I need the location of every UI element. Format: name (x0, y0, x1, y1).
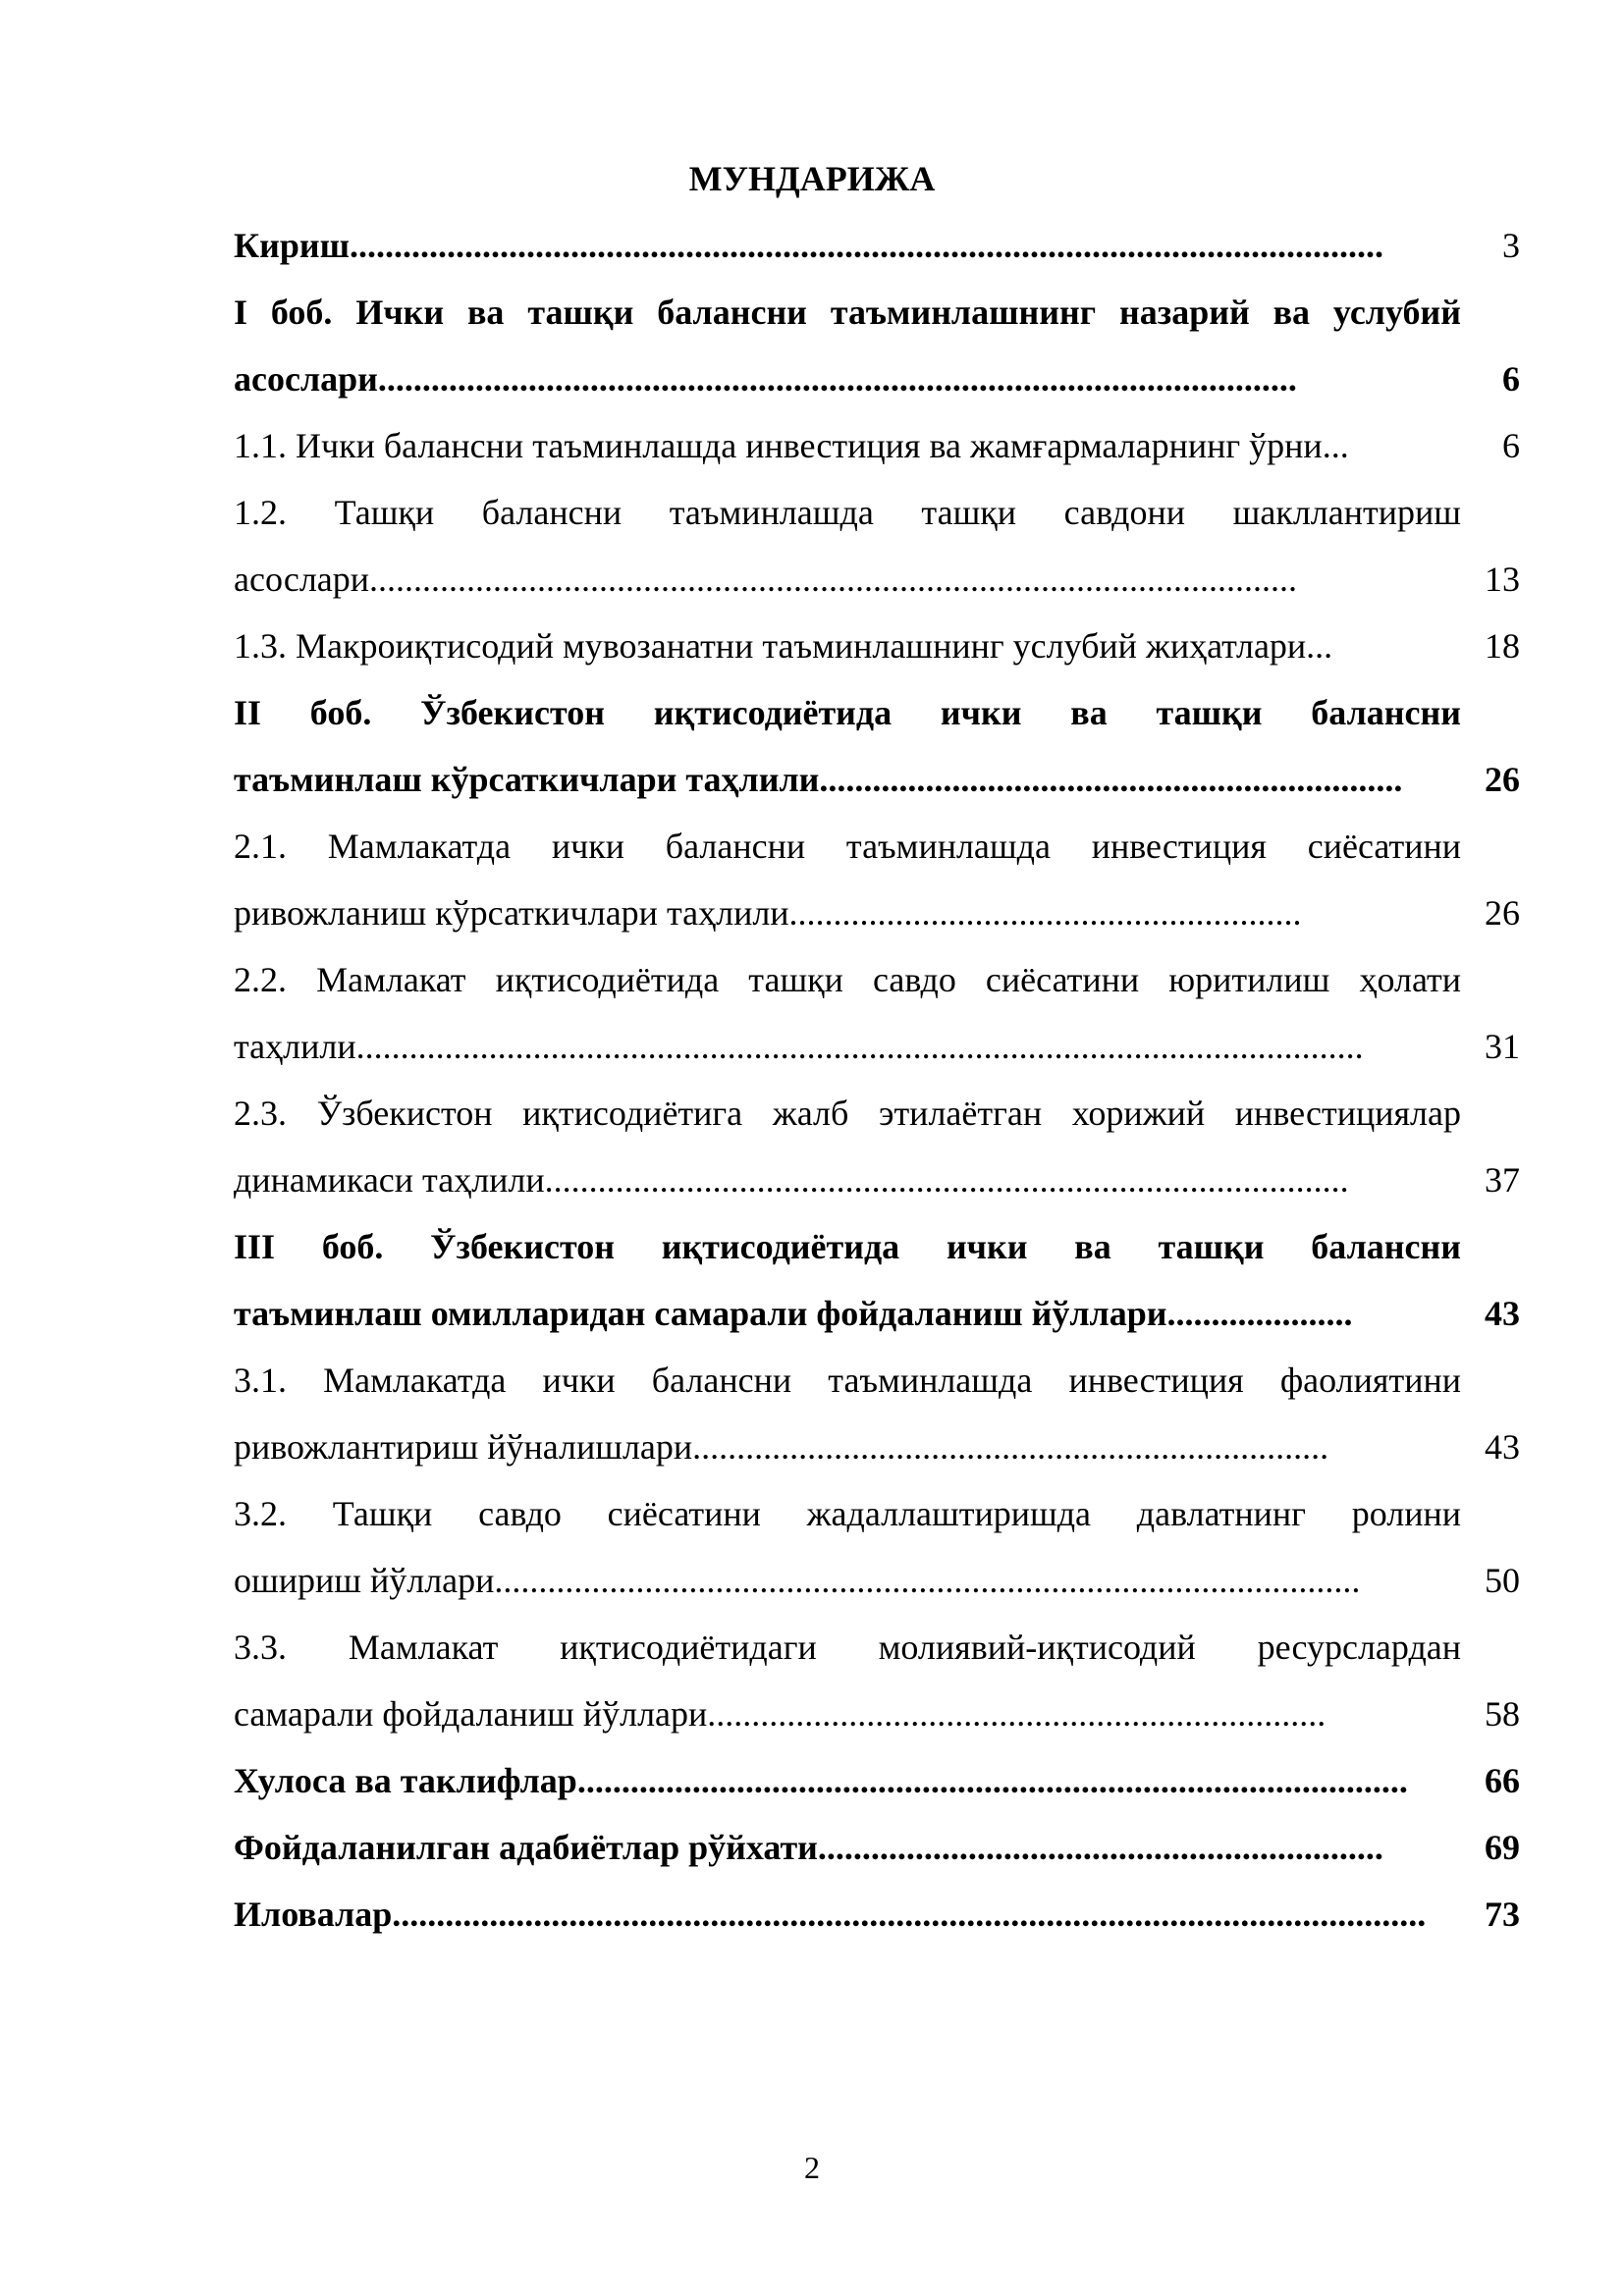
toc-entry-text: 1.1. Ички балансни таъминлашда инвестиция ва жамғармаларнинг ўрни... (234, 426, 1349, 465)
toc-entry (234, 479, 1520, 546)
toc-entry-text: Хулоса ва таклифлар.............................................................................................. (234, 1761, 1408, 1800)
toc-entry-text: Кириш..................................................................................................................... (234, 226, 1384, 265)
toc-entry-page: 6 (1502, 359, 1520, 399)
toc-entry-text: динамикаси таҳлили........................................................................................... (234, 1160, 1349, 1200)
toc-entry-text: асослари........................................................................................................ (234, 359, 1297, 399)
toc-entry-page: 50 (1485, 1561, 1520, 1600)
toc-entry (234, 1347, 1520, 1414)
page-number: 2 (804, 2150, 820, 2185)
toc-entry-page: 58 (1485, 1694, 1520, 1734)
toc-entry-text: самарали фойдаланиш йўллари...................................................................... (234, 1694, 1326, 1734)
toc-entry (234, 1614, 1520, 1681)
toc-entry-page: 6 (1502, 426, 1520, 465)
toc-entry (234, 1681, 1520, 1747)
toc-entry-text: 1.2. Ташқи балансни таъминлашда ташқи савдони шакллантириш (234, 493, 1461, 532)
toc-entry-text: 2.3. Ўзбекистон иқтисодиётига жалб этилаётган хорижий инвестициялар (234, 1094, 1461, 1133)
toc-entry (234, 1747, 1520, 1814)
toc-entry (234, 1013, 1520, 1080)
toc-entry (234, 279, 1520, 346)
toc-entry (234, 546, 1520, 613)
toc-entry-page: 26 (1485, 760, 1520, 799)
toc-entry (234, 412, 1520, 479)
toc-entry (234, 1280, 1520, 1347)
toc-entry (234, 1480, 1520, 1547)
toc-entry-text: Иловалар..................................................................................................................... (234, 1895, 1427, 1934)
toc-entry-page: 73 (1485, 1895, 1520, 1934)
toc-entry-page: 66 (1485, 1761, 1520, 1800)
toc-entry-text: Фойдаланилган адабиётлар рўйхати................................................................ (234, 1828, 1383, 1867)
toc-entry-text: ошириш йўллари.................................................................................................. (234, 1561, 1361, 1600)
toc-entry (234, 679, 1520, 746)
toc-entry (234, 346, 1520, 412)
toc-entry-text: таъминлаш кўрсаткичлари таҳлили.................................................................. (234, 760, 1403, 799)
toc-entry-text: асослари......................................................................................................... (234, 560, 1298, 599)
toc-entry-page: 31 (1485, 1027, 1520, 1066)
toc-entry-text: 2.2. Мамлакат иқтисодиётида ташқи савдо сиёсатини юритилиш ҳолати (234, 960, 1461, 999)
toc-entry (234, 946, 1520, 1013)
toc-entry-page: 26 (1485, 893, 1520, 933)
page-title: МУНДАРИЖА (688, 159, 936, 198)
toc-entry-text: 1.3. Макроиқтисодий мувозанатни таъминлашнинг услубий жиҳатлари... (234, 626, 1333, 666)
toc-entry (234, 1080, 1520, 1147)
toc-entry-text: таъминлаш омилларидан самарали фойдаланиш йўллари..................... (234, 1294, 1353, 1333)
toc-entry (234, 746, 1520, 813)
toc-entry (234, 813, 1520, 880)
table-of-contents (234, 212, 1520, 1948)
toc-entry-page: 69 (1485, 1828, 1520, 1867)
toc-entry-page: 3 (1502, 226, 1520, 265)
toc-entry-page: 43 (1485, 1427, 1520, 1467)
toc-entry-text: таҳлили.................................................................................................................. (234, 1027, 1364, 1066)
toc-entry-page: 43 (1485, 1294, 1520, 1333)
toc-entry-page: 18 (1485, 626, 1520, 666)
toc-entry (234, 1213, 1520, 1280)
toc-entry (234, 1414, 1520, 1480)
toc-entry (234, 1547, 1520, 1614)
toc-entry-text: I боб. Ички ва ташқи балансни таъминлашнинг назарий ва услубий (234, 293, 1461, 332)
toc-entry (234, 880, 1520, 946)
toc-entry-text: III боб. Ўзбекистон иқтисодиётида ички ва ташқи балансни (234, 1227, 1461, 1266)
toc-entry (234, 1881, 1520, 1948)
toc-entry-text: 3.3. Мамлакат иқтисодиётидаги молиявий-иқтисодий ресурслардан (234, 1628, 1461, 1667)
toc-entry-page: 37 (1485, 1160, 1520, 1200)
toc-entry (234, 1147, 1520, 1213)
toc-entry (234, 212, 1520, 279)
toc-entry-text: 3.2. Ташқи савдо сиёсатини жадаллаштиришда давлатнинг ролини (234, 1494, 1461, 1533)
toc-entry-text: 2.1. Мамлакатда ички балансни таъминлашда инвестиция сиёсатини (234, 827, 1461, 866)
toc-entry (234, 1814, 1520, 1881)
toc-entry-text: II боб. Ўзбекистон иқтисодиётида ички ва ташқи балансни (234, 693, 1461, 732)
toc-entry-page: 13 (1485, 560, 1520, 599)
toc-entry-text: ривожлантириш йўналишлари........................................................................ (234, 1427, 1329, 1467)
toc-entry-text: 3.1. Мамлакатда ички балансни таъминлашда инвестиция фаолиятини (234, 1361, 1461, 1400)
toc-entry (234, 613, 1520, 679)
toc-entry-text: ривожланиш кўрсаткичлари таҳлили.......................................................... (234, 893, 1302, 933)
